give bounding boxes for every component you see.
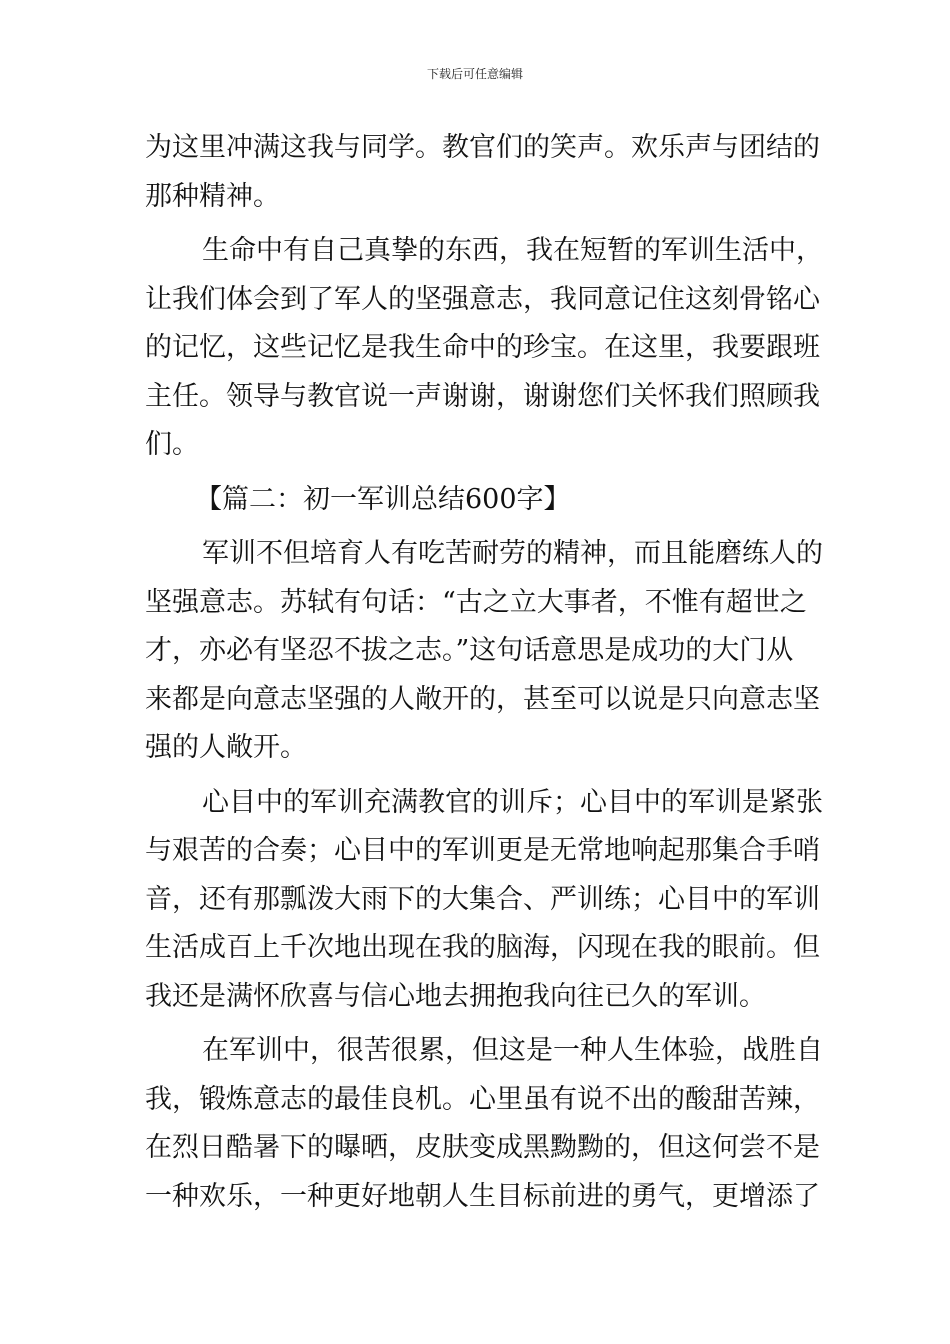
- text-line: 我还是满怀欣喜与信心地去拥抱我向往已久的军训。: [145, 980, 766, 1012]
- text-line: 坚强意志。苏轼有句话：“古之立大事者，不惟有超世之: [145, 586, 807, 618]
- text-line: 与艰苦的合奏；心目中的军训更是无常地响起那集合手哨: [145, 835, 820, 866]
- text-line: 主任。领导与教官说一声谢谢，谢谢您们关怀我们照顾我: [145, 380, 820, 412]
- text-line: 让我们体会到了军人的坚强意志，我同意记住这刻骨铭心: [145, 283, 820, 315]
- page-header-note: 下载后可任意编辑: [426, 67, 523, 81]
- text-line: 生活成百上千次地出现在我的脑海，闪现在我的眼前。但: [145, 932, 820, 963]
- text-line: 为这里冲满这我与同学。教官们的笑声。欢乐声与团结的: [145, 132, 820, 163]
- text-line: 那种精神。: [145, 180, 280, 212]
- text-line: 军训不但培育人有吃苦耐劳的精神，而且能磨练人的: [202, 538, 823, 569]
- text-line: 音，还有那瓢泼大雨下的大集合、严训练；心目中的军训: [145, 883, 820, 915]
- text-line: 强的人敞开。: [145, 732, 307, 763]
- text-line: 才，亦必有坚忍不拔之志。”这句话意思是成功的大门从: [145, 635, 794, 666]
- text-line: 们。: [145, 429, 199, 460]
- section-heading: 【篇二：初一军训总结600字】: [195, 483, 571, 515]
- text-line: 的记忆，这些记忆是我生命中的珍宝。在这里，我要跟班: [145, 332, 820, 363]
- text-line: 在烈日酷暑下的曝晒，皮肤变成黑黝黝的，但这何尝不是: [145, 1132, 820, 1163]
- text-line: 生命中有自己真挚的东西，我在短暂的军训生活中，: [202, 235, 823, 266]
- document-body: [145, 124, 823, 1221]
- text-line: 心目中的军训充满教官的训斥；心目中的军训是紧张: [202, 786, 823, 818]
- text-line: 我，锻炼意志的最佳良机。心里虽有说不出的酸甜苦辣，: [145, 1083, 820, 1115]
- text-line: 一种欢乐，一种更好地朝人生目标前进的勇气，更增添了: [145, 1180, 820, 1212]
- text-line: 在军训中，很苦很累，但这是一种人生体验，战胜自: [202, 1035, 823, 1066]
- text-line: 来都是向意志坚强的人敞开的，甚至可以说是只向意志坚: [145, 683, 820, 715]
